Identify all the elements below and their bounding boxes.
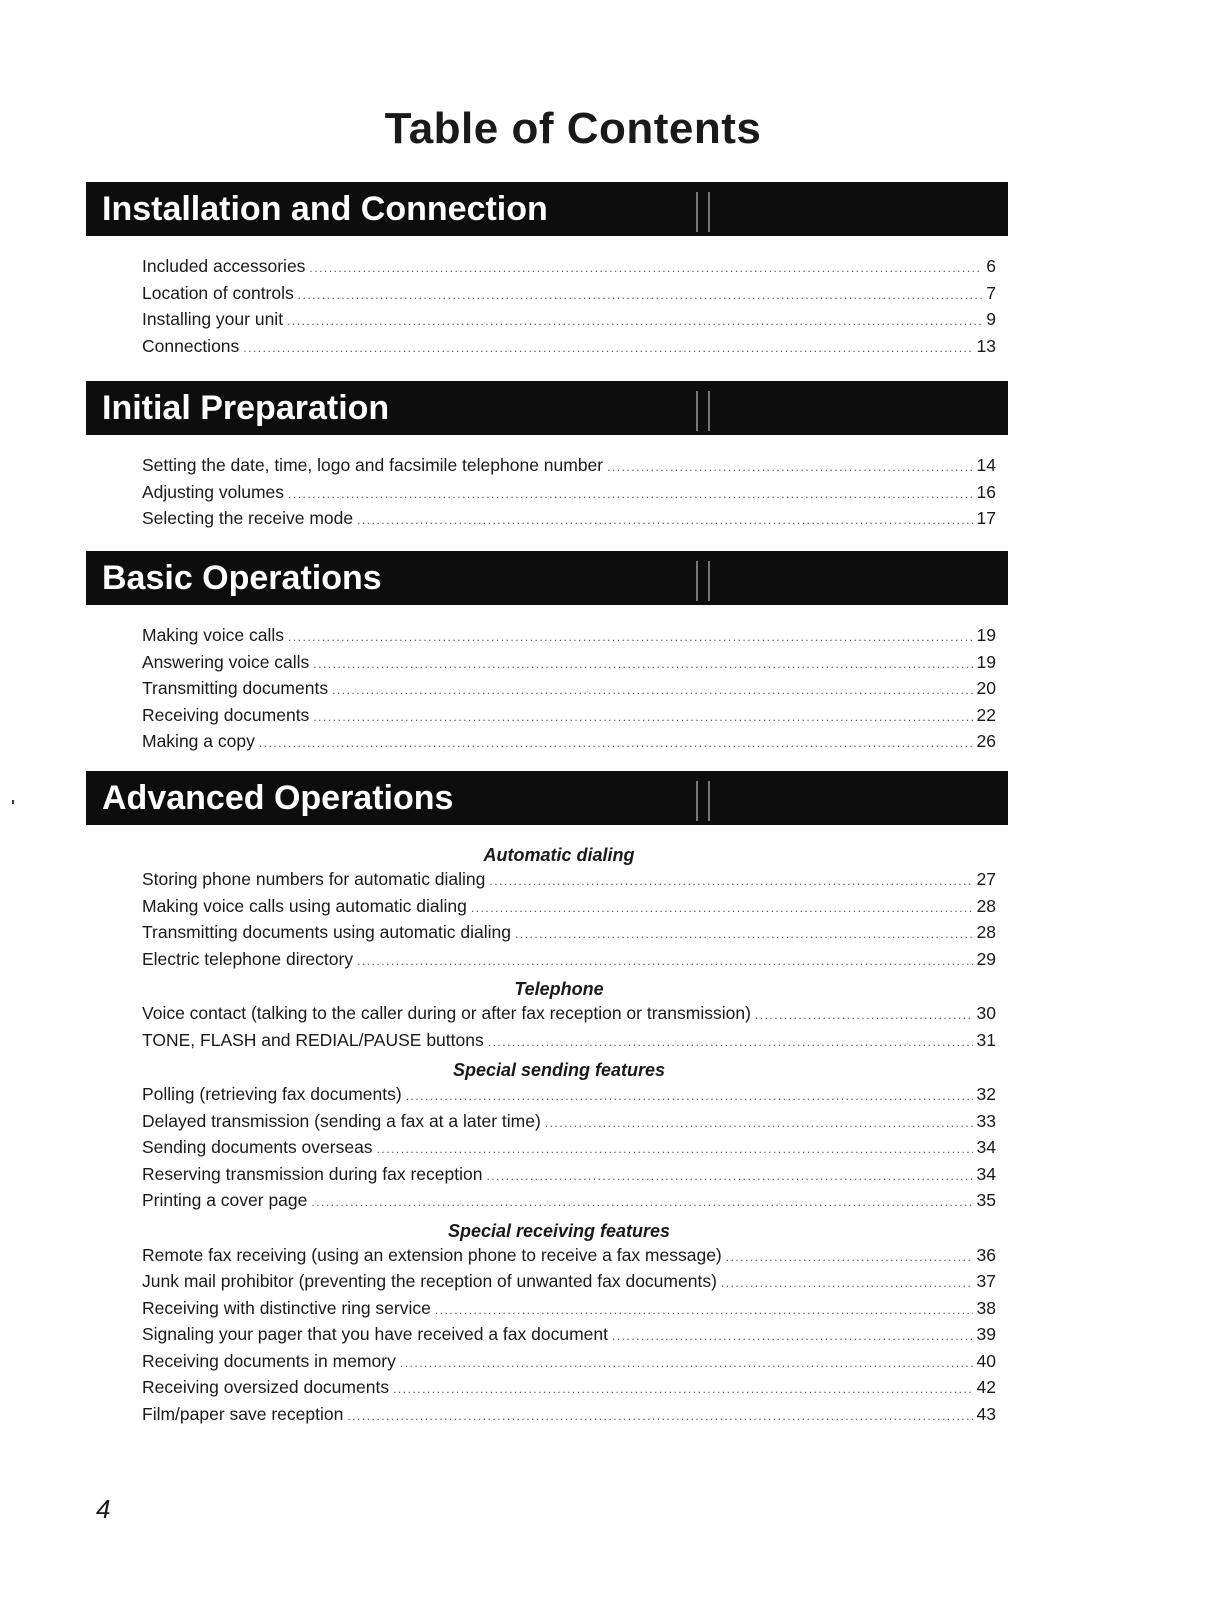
toc-entry[interactable]: Junk mail prohibitor (preventing the reception of unwanted fax documents) ..... 37 [142,1271,996,1298]
toc-entry[interactable]: Electric telephone directory ..... 29 [142,949,996,976]
toc-entry[interactable]: Voice contact (talking to the caller during or after fax reception or transmission) ..... 30 [142,1003,996,1030]
toc-entry[interactable]: Included accessories ..... 6 [142,256,996,283]
section-heading-bar [86,771,1008,825]
toc-entry[interactable]: Answering voice calls ..... 19 [142,652,996,679]
section-heading: Advanced Operations [102,779,454,817]
toc-entry[interactable]: Making a copy ..... 26 [142,731,996,758]
toc-entry[interactable]: Printing a cover page ..... 35 [142,1190,996,1217]
page-number: 4 [96,1494,111,1524]
toc-list [142,625,996,758]
scan-speck [12,800,14,804]
toc-entry[interactable]: Storing phone numbers for automatic dialing ..... 27 [142,869,996,896]
bar-mark [696,391,698,431]
toc-entry[interactable]: Delayed transmission (sending a fax at a later time) ..... 33 [142,1111,996,1138]
toc-entry[interactable]: Polling (retrieving fax documents) ..... 32 [142,1084,996,1111]
toc-entry[interactable]: Film/paper save reception ..... 43 [142,1404,996,1431]
bar-mark [696,781,698,821]
bar-mark [696,561,698,601]
toc-entry[interactable]: Selecting the receive mode ..... 17 [142,508,996,535]
section-heading-bar [86,551,1008,605]
section-heading: Installation and Connection [102,190,548,228]
toc-entry[interactable]: Sending documents overseas ..... 34 [142,1137,996,1164]
section-advanced-operations [86,771,1008,1430]
section-heading-bar [86,381,1008,435]
group-subheading: Telephone [514,979,604,999]
group-subheading: Automatic dialing [483,845,635,865]
page-title: Table of Contents [384,104,762,153]
toc-entry[interactable]: Transmitting documents ..... 20 [142,678,996,705]
bar-mark [708,781,710,821]
section-basic-operations [86,551,1008,758]
toc-entry[interactable]: Signaling your pager that you have received a fax document ..... 39 [142,1324,996,1351]
toc-entry[interactable]: Remote fax receiving (using an extension phone to receive a fax message) ..... 36 [142,1245,996,1272]
toc-entry[interactable]: Connections ..... 13 [142,336,996,363]
toc-entry[interactable]: Making voice calls ..... 19 [142,625,996,652]
bar-mark [708,561,710,601]
toc-entry[interactable]: Making voice calls using automatic dialing ..... 28 [142,896,996,923]
toc-entry[interactable]: TONE, FLASH and REDIAL/PAUSE buttons ..... 31 [142,1030,996,1057]
toc-entry[interactable]: Setting the date, time, logo and facsimile telephone number ..... 14 [142,455,996,482]
toc-entry[interactable]: Reserving transmission during fax reception ..... 34 [142,1164,996,1191]
toc-list [142,455,996,535]
toc-entry[interactable]: Receiving documents ..... 22 [142,705,996,732]
section-initial-preparation [86,381,1008,535]
section-heading: Initial Preparation [102,389,390,427]
toc-entry[interactable]: Transmitting documents using automatic dialing ..... 28 [142,922,996,949]
toc-entry[interactable]: Receiving with distinctive ring service ..... 38 [142,1298,996,1325]
bar-mark [708,391,710,431]
toc-entry[interactable]: Adjusting volumes ..... 16 [142,482,996,509]
section-installation [86,182,1008,362]
toc-entry[interactable]: Location of controls ..... 7 [142,283,996,310]
section-heading: Basic Operations [102,559,382,597]
toc-list [142,256,996,362]
toc-list [142,841,996,1430]
section-heading-bar [86,182,1008,236]
toc-entry[interactable]: Receiving oversized documents ..... 42 [142,1377,996,1404]
toc-entry[interactable]: Installing your unit ..... 9 [142,309,996,336]
bar-mark [696,192,698,232]
bar-mark [708,192,710,232]
toc-entry[interactable]: Receiving documents in memory ..... 40 [142,1351,996,1378]
group-subheading: Special sending features [452,1060,666,1080]
group-subheading: Special receiving features [447,1220,671,1241]
